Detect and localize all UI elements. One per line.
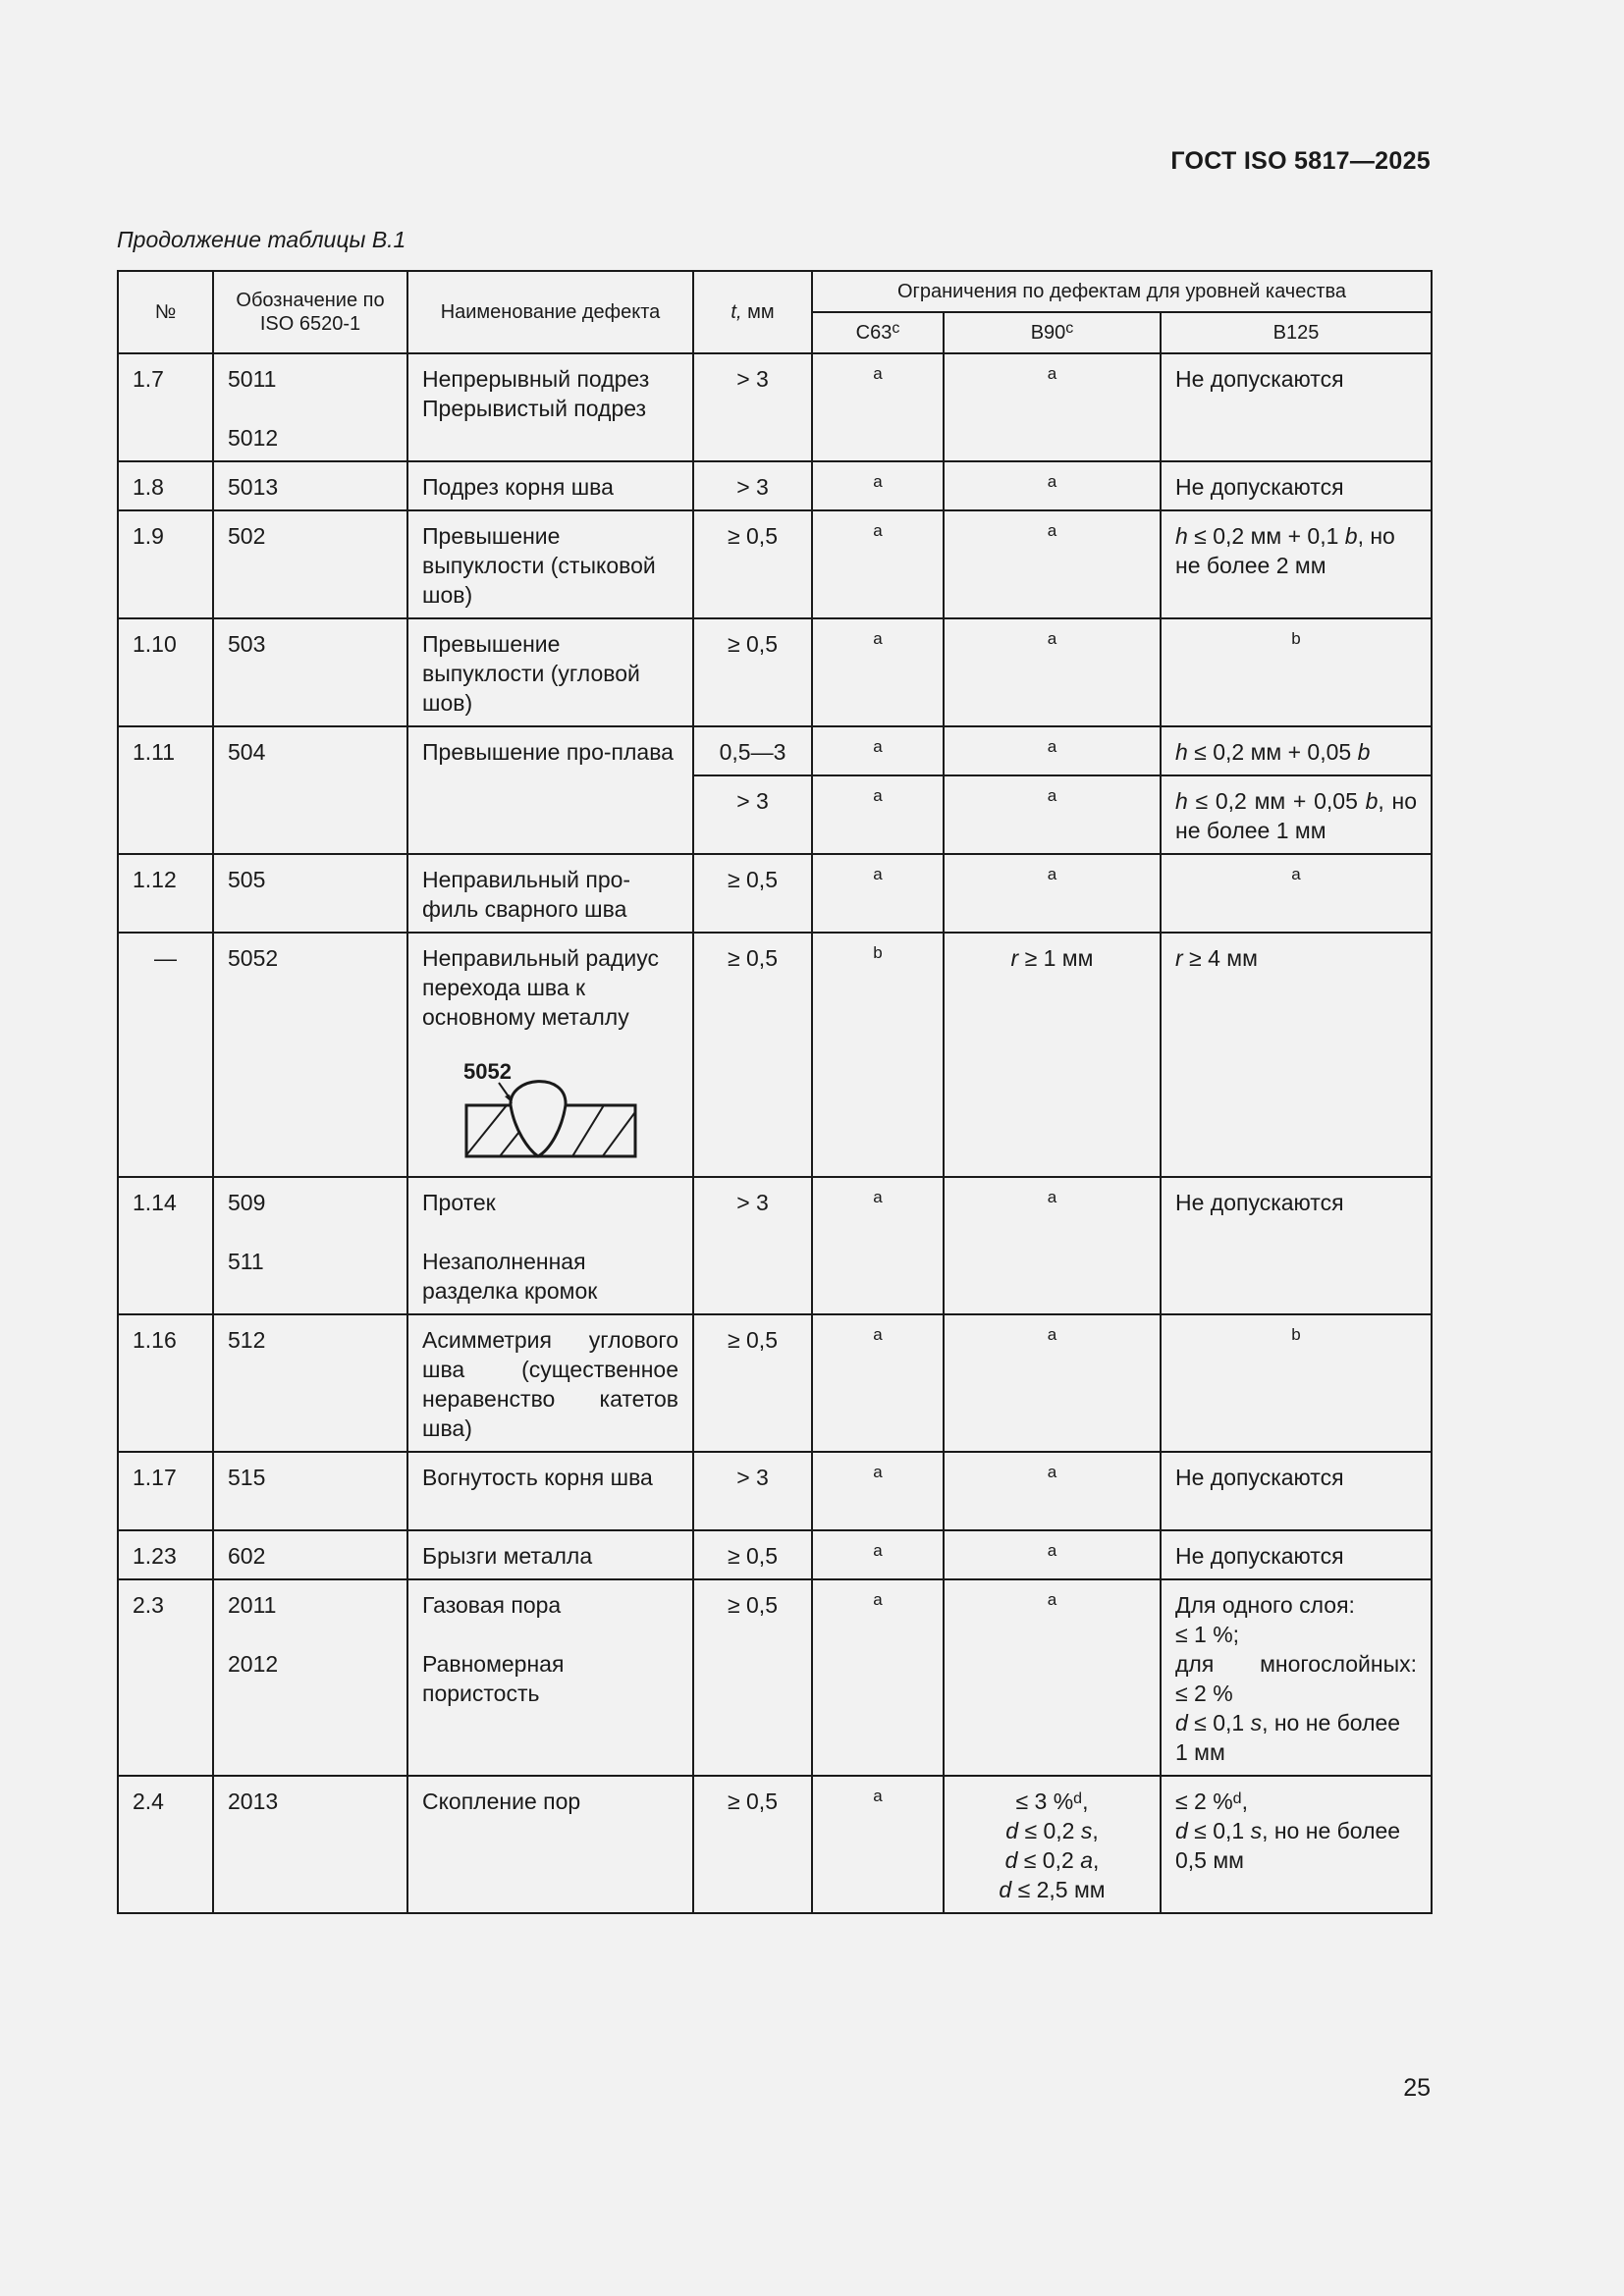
row-defect-name: Превышение выпуклости (угловой шов)	[407, 618, 693, 726]
row-code: 515	[213, 1452, 407, 1530]
row-number: 1.23	[118, 1530, 213, 1579]
row-b90: a	[944, 1530, 1161, 1579]
row-b125: Не допускаются	[1161, 353, 1432, 461]
row-thickness: > 3	[693, 1452, 812, 1530]
header-level-b125: B125	[1161, 312, 1432, 353]
row-b125: r ≥ 4 мм	[1161, 933, 1432, 1177]
row-b90: a	[944, 618, 1161, 726]
row-b90: a	[944, 854, 1161, 933]
table-row	[118, 1579, 1432, 1776]
row-thickness: > 3	[693, 775, 812, 854]
row-b90: a	[944, 1452, 1161, 1530]
table-row	[118, 461, 1432, 510]
row-defect-name: Газовая пора Равномерная пористость	[407, 1579, 693, 1776]
row-number: 1.9	[118, 510, 213, 618]
row-b125: Не допускаются	[1161, 1530, 1432, 1579]
row-code: 5011 5012	[213, 353, 407, 461]
row-b125: Не допускаются	[1161, 461, 1432, 510]
row-thickness: 0,5—3	[693, 726, 812, 775]
table-row	[118, 726, 1432, 775]
table-row	[118, 510, 1432, 618]
table-row	[118, 1452, 1432, 1530]
row-thickness: ≥ 0,5	[693, 1314, 812, 1452]
row-c63: a	[812, 618, 944, 726]
table-row	[118, 1314, 1432, 1452]
row-c63: a	[812, 1452, 944, 1530]
row-thickness: ≥ 0,5	[693, 933, 812, 1177]
header-thickness: t, мм	[693, 271, 812, 353]
row-b125: Не допускаются	[1161, 1452, 1432, 1530]
row-b90: a	[944, 1177, 1161, 1314]
row-defect-name: Подрез корня шва	[407, 461, 693, 510]
row-b125: ≤ 2 %$^d$, d ≤ 0,1 s, но не более 0,5 мм	[1161, 1776, 1432, 1913]
defects-table	[117, 270, 1433, 1914]
row-c63: b	[812, 933, 944, 1177]
row-b125: h ≤ 0,2 мм + 0,1 b, но не более 2 мм	[1161, 510, 1432, 618]
row-defect-name: Неправильный про-филь сварного шва	[407, 854, 693, 933]
header-level-b90: B90$^c$	[944, 312, 1161, 353]
row-c63: a	[812, 775, 944, 854]
weld-transition-sketch	[452, 1051, 638, 1159]
row-defect-name: Асимметрия углового шва (существенное неравенство катетов шва)	[407, 1314, 693, 1452]
header-defect-name: Наименование дефекта	[407, 271, 693, 353]
row-b125: a	[1161, 854, 1432, 933]
row-defect-name: Вогнутость корня шва	[407, 1452, 693, 1530]
row-code: 602	[213, 1530, 407, 1579]
table-row	[118, 1177, 1432, 1314]
row-number: 1.17	[118, 1452, 213, 1530]
row-code: 2011 2012	[213, 1579, 407, 1776]
row-b90: a	[944, 510, 1161, 618]
row-c63: a	[812, 510, 944, 618]
row-number: 2.4	[118, 1776, 213, 1913]
header-level-c63: C63$^c$	[812, 312, 944, 353]
row-number: 1.14	[118, 1177, 213, 1314]
row-thickness: ≥ 0,5	[693, 1579, 812, 1776]
row-c63: a	[812, 1314, 944, 1452]
row-code: 503	[213, 618, 407, 726]
row-code: 5052	[213, 933, 407, 1177]
row-number: 1.12	[118, 854, 213, 933]
table-row	[118, 618, 1432, 726]
row-number: —	[118, 933, 213, 1177]
row-code: 502	[213, 510, 407, 618]
row-c63: a	[812, 1530, 944, 1579]
row-code: 512	[213, 1314, 407, 1452]
header-designation: Обозначение по ISO 6520-1	[213, 271, 407, 353]
row-b90: r ≥ 1 мм	[944, 933, 1161, 1177]
row-c63: a	[812, 461, 944, 510]
row-code: 509 511	[213, 1177, 407, 1314]
row-c63: a	[812, 854, 944, 933]
row-thickness: ≥ 0,5	[693, 1530, 812, 1579]
row-b125: b	[1161, 618, 1432, 726]
document-header: ГОСТ ISO 5817—2025	[1170, 147, 1431, 175]
row-b125: b	[1161, 1314, 1432, 1452]
row-b90: a	[944, 353, 1161, 461]
row-number: 1.16	[118, 1314, 213, 1452]
row-defect-name: Непрерывный подрез Прерывистый подрез	[407, 353, 693, 461]
row-code: 2013	[213, 1776, 407, 1913]
row-defect-name: Протек Незаполненная разделка кромок	[407, 1177, 693, 1314]
row-b125: h ≤ 0,2 мм + 0,05 b	[1161, 726, 1432, 775]
row-b125: Не допускаются	[1161, 1177, 1432, 1314]
row-code: 504	[213, 726, 407, 854]
row-code: 505	[213, 854, 407, 933]
row-b125: Для одного слоя: ≤ 1 %; для многослойных: ≤ 2 % d ≤ 0,1 s, но не более 1 мм	[1161, 1579, 1432, 1776]
table-row	[118, 933, 1432, 1177]
row-code: 5013	[213, 461, 407, 510]
row-b90: a	[944, 775, 1161, 854]
row-c63: a	[812, 1776, 944, 1913]
table-row	[118, 1776, 1432, 1913]
header-limits: Ограничения по дефектам для уровней качества	[812, 271, 1432, 312]
row-defect-name: Неправильный радиус перехода шва к основному металлу 5052	[407, 933, 693, 1177]
row-thickness: ≥ 0,5	[693, 618, 812, 726]
sketch-label: 5052	[463, 1059, 512, 1084]
row-thickness: ≥ 0,5	[693, 1776, 812, 1913]
row-number: 1.10	[118, 618, 213, 726]
row-thickness: ≥ 0,5	[693, 854, 812, 933]
row-b90: a	[944, 461, 1161, 510]
row-defect-name: Превышение выпуклости (стыковой шов)	[407, 510, 693, 618]
row-thickness: > 3	[693, 1177, 812, 1314]
table-row	[118, 1530, 1432, 1579]
table-row	[118, 353, 1432, 461]
row-thickness: > 3	[693, 353, 812, 461]
row-number: 1.11	[118, 726, 213, 854]
row-thickness: > 3	[693, 461, 812, 510]
row-c63: a	[812, 1579, 944, 1776]
row-number: 1.7	[118, 353, 213, 461]
row-b90: a	[944, 726, 1161, 775]
row-thickness: ≥ 0,5	[693, 510, 812, 618]
row-number: 2.3	[118, 1579, 213, 1776]
row-c63: a	[812, 726, 944, 775]
row-c63: a	[812, 353, 944, 461]
table-row	[118, 854, 1432, 933]
row-c63: a	[812, 1177, 944, 1314]
row-b90: a	[944, 1579, 1161, 1776]
header-number: №	[118, 271, 213, 353]
row-b90: a	[944, 1314, 1161, 1452]
table-caption: Продолжение таблицы B.1	[117, 227, 406, 252]
page-number: 25	[1403, 2074, 1431, 2102]
row-b90: ≤ 3 %$^d$, d ≤ 0,2 s, d ≤ 0,2 a, d ≤ 2,5 мм	[944, 1776, 1161, 1913]
row-defect-name: Брызги металла	[407, 1530, 693, 1579]
row-defect-name: Превышение про-плава	[407, 726, 693, 854]
row-b125: h ≤ 0,2 мм + 0,05 b, но не более 1 мм	[1161, 775, 1432, 854]
row-defect-name: Скопление пор	[407, 1776, 693, 1913]
row-number: 1.8	[118, 461, 213, 510]
